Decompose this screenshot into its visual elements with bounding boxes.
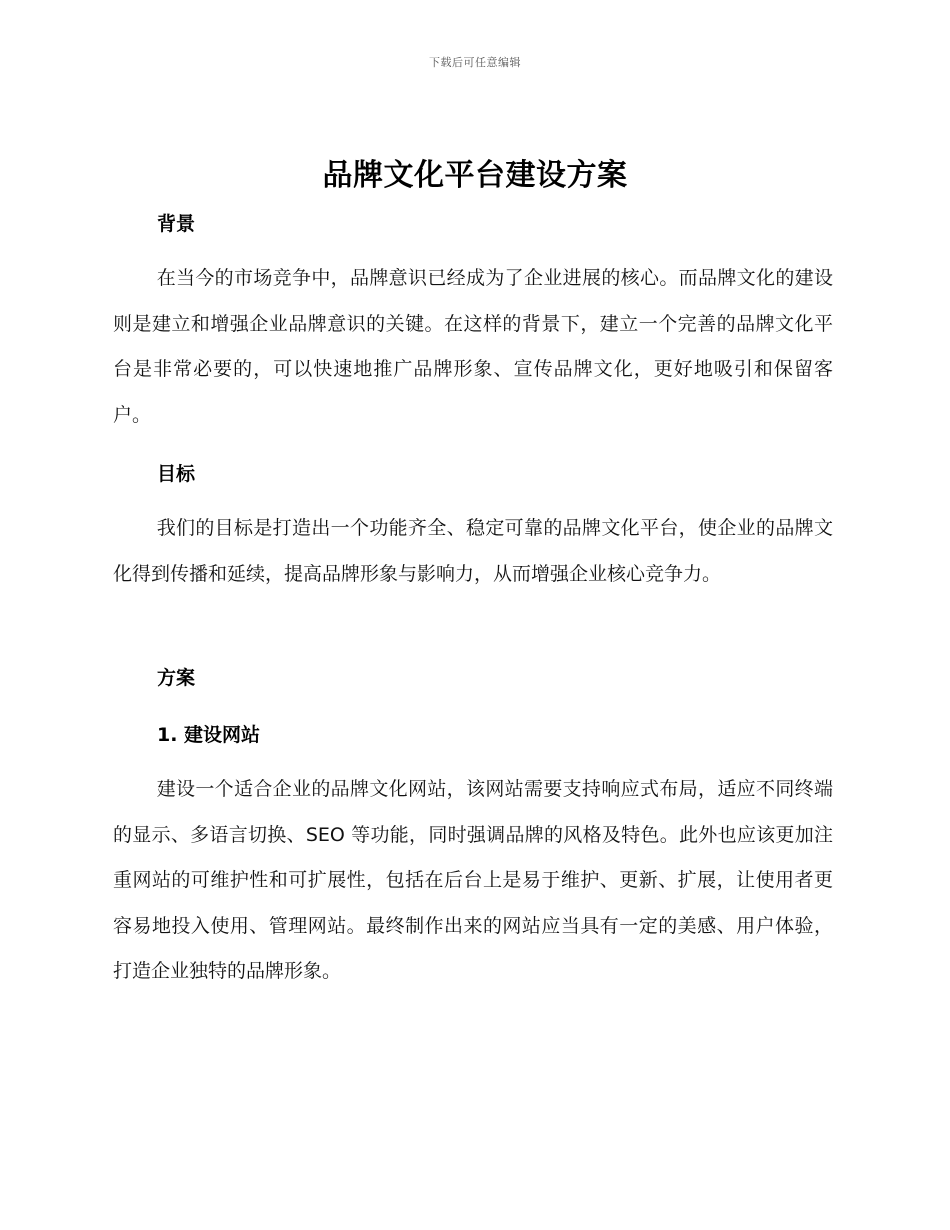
paragraph-background: 在当今的市场竞争中，品牌意识已经成为了企业进展的核心。而品牌文化的建设则是建立和增强企业品牌意识的关键。在这样的背景下，建立一个完善的品牌文化平台是非常必要的，可以快速地推广品牌形象、宣传品牌文化，更好地吸引和保留客户。 xyxy=(113,267,833,426)
subsection-heading-website: 1. 建设网站 xyxy=(157,724,261,746)
section-heading-goal: 目标 xyxy=(157,463,196,485)
section-heading-plan: 方案 xyxy=(157,667,196,689)
document-title: 品牌文化平台建设方案 xyxy=(322,158,628,193)
header-note: 下载后可任意编辑 xyxy=(429,56,521,69)
paragraph-website: 建设一个适合企业的品牌文化网站，该网站需要支持响应式布局，适应不同终端的显示、多语言切换、SEO 等功能，同时强调品牌的风格及特色。此外也应该更加注重网站的可维护性和可扩展性，包括在后台上是易于维护、更新、扩展，让使用者更容易地投入使用、管理网站。最终制作出来的网站应当具有一定的美感、用户体验，打造企业独特的品牌形象。 xyxy=(113,778,833,982)
section-heading-background: 背景 xyxy=(157,213,196,235)
paragraph-goal: 我们的目标是打造出一个功能齐全、稳定可靠的品牌文化平台，使企业的品牌文化得到传播和延续，提高品牌形象与影响力，从而增强企业核心竞争力。 xyxy=(113,517,833,585)
